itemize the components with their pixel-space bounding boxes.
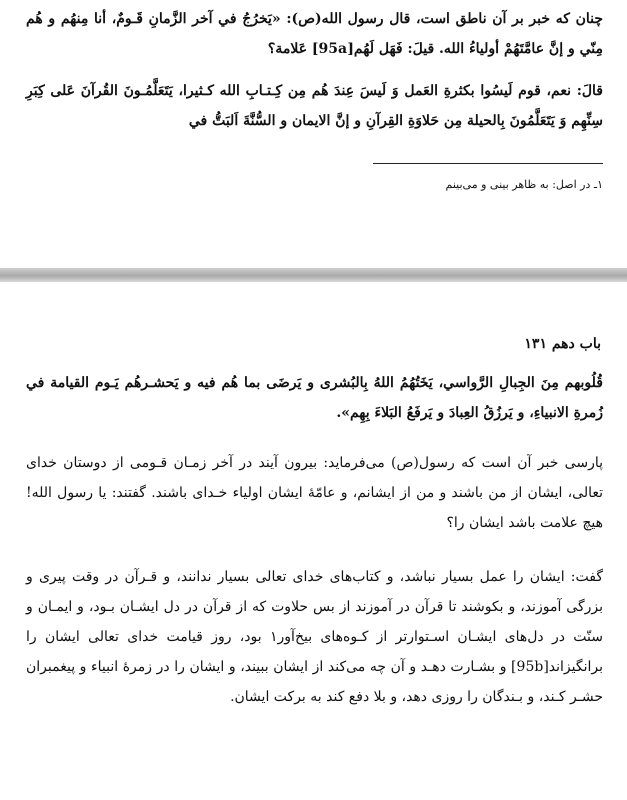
footnote: ۱ـ در اصل: به ظاهر بینی و می‌بینم <box>445 178 603 191</box>
bottom-page <box>0 282 627 800</box>
page-bottom-edge <box>0 792 627 800</box>
running-head: باب دهم ۱۳۱ <box>524 336 601 352</box>
paragraph-arabic-continued: قُلُوبهم مِنَ الجِبالِ الرَّواسي، يَخَتُهُمُ اللهُ بِالبُشرى و يَرضَى بما هُم فيه و يَحشـرهُم يَـوم القيامة في زُمرةِ الانبياءِ، و يَرزُقُ العِبادَ و يَرفَعُ البَلاءَ بِهِم». <box>26 375 603 421</box>
paragraph-hadith-answer: قالَ: نعم، قوم لَيسُوا بكثرةِ العَمل وَ لَيسَ عِندَ هُم مِن كِـتـابِ الله كـثيرا، يَتَعَلَّمُـونَ القُرآنَ عَلى كِبَرِ سِنِّهِم وَ يَتَعَلَّمُونَ بِالحيلة مِن حَلاوَةِ القِرآنِ و إنَّ الايمان و السُّنَّةَ اَلبَتُّ في <box>26 83 603 129</box>
paragraph-persian-answer: گفت: ایشان را عمل بسیار نباشد، و کتاب‌های خدای تعالی بسیار ندانند، و قـرآن در وقت پیری و بزرگی آموزند، و بکوشند تا قرآن در آموزند از بس حلاوت که از قرآن در دل ایشـان بـود، و ایمـان و سنّت در دل‌های ایشـان اسـتوارتر از کـوه‌های بیخ‌آور۱ بود، روز قیامت خدای تعالی ایشان را برانگیزاند[95b] و بشـارت دهـد و آن چه می‌کند از ایشان ببیند، و ایشان را در زمرهٔ انبیاء و پیغمبران حشـر کـند، و بـندگان را روزی دهد، و بلا دفع کند به برکت ایشان. <box>26 569 603 705</box>
paragraph-persian-translation: پارسی خبر آن است که رسول(ص) می‌فرماید: بیرون آیند در آخر زمـان قـومی از دوستان خدای تعالی، ایشان از من باشند و من از ایشانم، و عامّهٔ ایشان اولیاء خـدای باشند. گفتند: یا رسول الله! هیچ علامت باشد ایشان را؟ <box>26 455 603 531</box>
page-gap-divider <box>0 268 627 282</box>
top-page <box>0 0 627 270</box>
paragraph-hadith-arabic: چنان که خبر بر آن ناطق است، قال رسول الله(ص): «يَخرُجُ في آخر الزَّمانِ قَـومٌ، أنا مِنهُم و هُم مِنّي و إنَّ عامَّتَهُمْ أولياءُ الله. قيلَ: فَهَل لَهُم[95a] عَلامة؟ <box>26 11 603 57</box>
footnote-divider <box>373 163 603 164</box>
